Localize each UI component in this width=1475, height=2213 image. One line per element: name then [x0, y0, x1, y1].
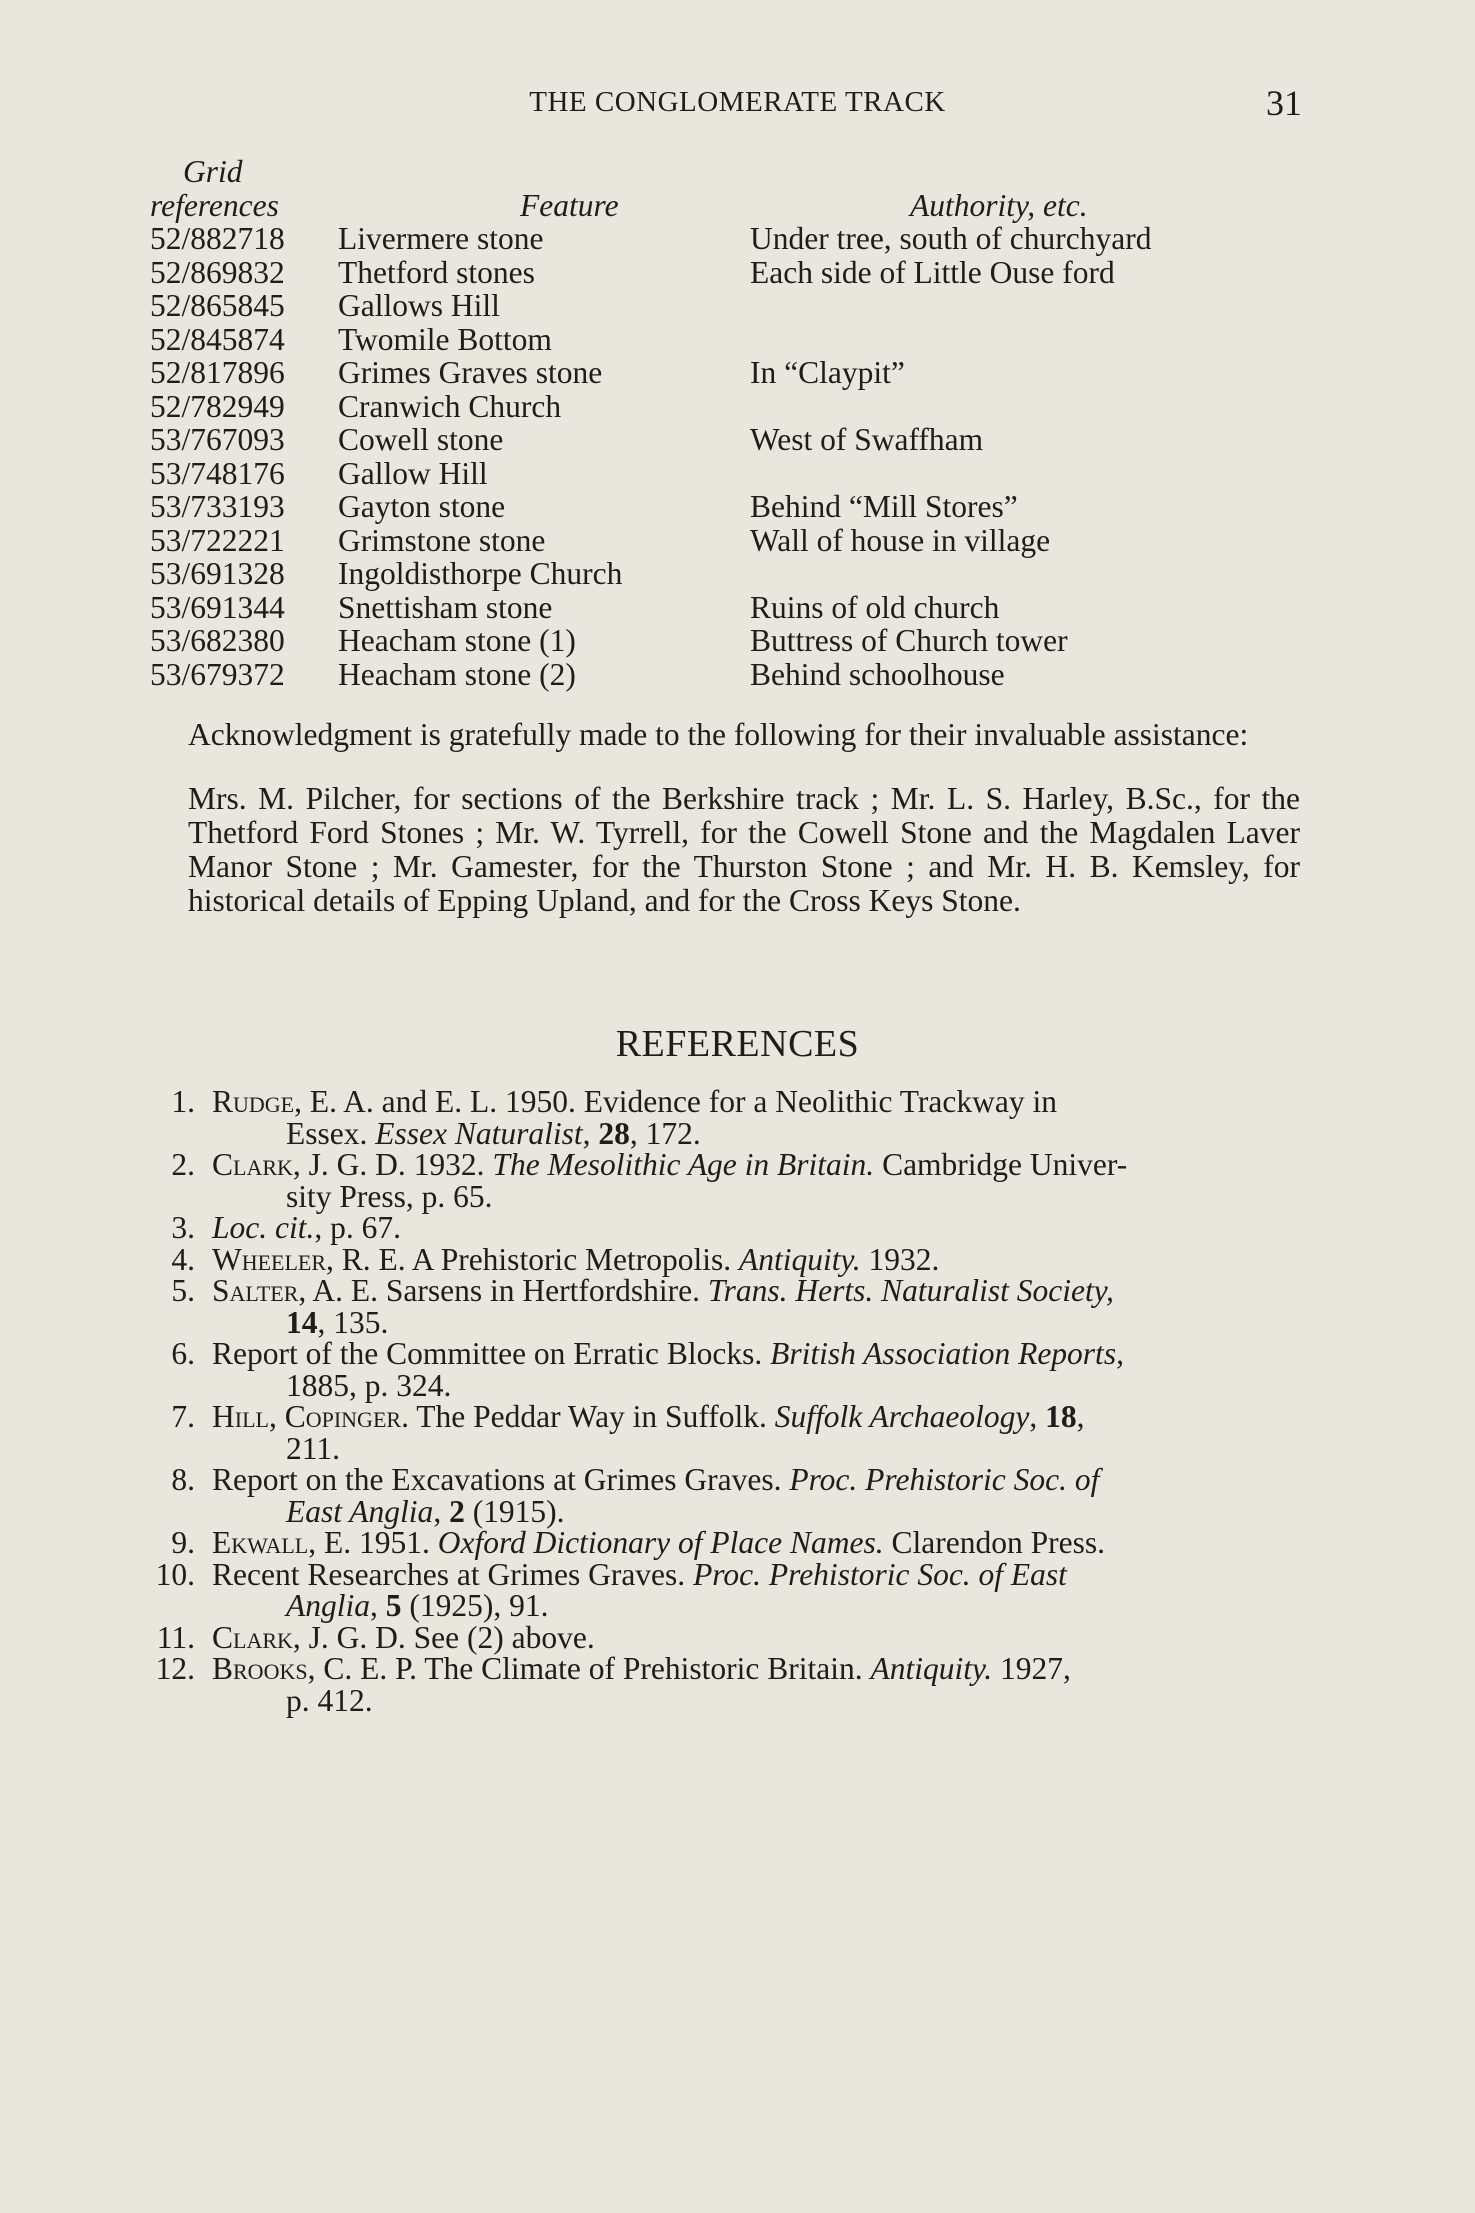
reference-item — [150, 1401, 1300, 1464]
ref-fragment: , E. 1951. — [308, 1525, 438, 1560]
ref-fragment: 1927, — [992, 1651, 1071, 1686]
ref-fragment: 28 — [598, 1115, 630, 1151]
reference-number: 9. — [171, 1525, 195, 1560]
table-header-row-1 — [150, 155, 1310, 189]
running-head — [0, 82, 1475, 122]
feature-cell: Cranwich Church — [338, 388, 562, 424]
ref-fragment: 2 — [449, 1493, 465, 1529]
header-grid: Grid — [183, 154, 243, 189]
reference-line — [212, 1338, 1300, 1370]
feature-cell: Ingoldisthorpe Church — [338, 556, 623, 591]
ref-fragment: , C. E. P. The Climate of Prehistoric Britain. — [307, 1651, 871, 1686]
ref-fragment: 5 — [385, 1588, 402, 1623]
reference-continuation — [212, 1590, 1300, 1622]
reference-number: 5. — [171, 1273, 195, 1308]
feature-cell: Gallows Hill — [338, 288, 500, 323]
ref-fragment: Ekwall — [212, 1525, 309, 1560]
ref-fragment: Loc. cit. — [212, 1210, 315, 1245]
grid-reference-cell: 53/691328 — [150, 556, 285, 591]
table-row — [150, 222, 1310, 256]
ref-fragment: Rudge — [212, 1084, 295, 1119]
grid-reference-cell: 52/869832 — [150, 254, 285, 290]
feature-cell: Heacham stone (1) — [338, 623, 576, 658]
grid-reference-cell: 52/865845 — [150, 288, 285, 323]
reference-item — [150, 1086, 1300, 1149]
grid-reference-cell: 53/691344 — [150, 589, 285, 625]
reference-item — [150, 1275, 1300, 1338]
references-heading: REFERENCES — [615, 1023, 860, 1065]
ref-fragment: Report of the Committee on Erratic Blocks. — [212, 1336, 771, 1371]
reference-number: 3. — [171, 1210, 195, 1245]
ref-fragment: , J. G. D. See (2) above. — [292, 1619, 595, 1655]
reference-number: 1. — [171, 1084, 195, 1119]
reference-continuation — [212, 1682, 1300, 1718]
ref-fragment: , A. E. Sarsens in Hertfordshire. — [298, 1273, 708, 1308]
ref-fragment: Essex Naturalist — [375, 1115, 583, 1151]
table-row — [150, 256, 1310, 290]
table-row — [150, 658, 1310, 692]
ref-fragment: Proc. Prehistoric Soc. of — [789, 1462, 1100, 1497]
reference-item — [150, 1212, 1300, 1244]
reference-line — [212, 1149, 1300, 1181]
ref-fragment: East Anglia — [286, 1493, 434, 1529]
table-row — [150, 524, 1310, 558]
reference-continuation — [212, 1493, 1300, 1529]
feature-cell: Twomile Bottom — [338, 321, 552, 357]
reference-continuation — [212, 1115, 1300, 1151]
authority-cell: Buttress of Church tower — [750, 623, 1068, 658]
ref-fragment: The Mesolithic Age in Britain. — [492, 1147, 875, 1182]
ref-fragment: , — [1029, 1399, 1046, 1434]
reference-continuation — [212, 1367, 1300, 1403]
table-row — [150, 289, 1310, 323]
ref-fragment: Brooks — [212, 1651, 308, 1686]
grid-reference-table — [150, 155, 1310, 691]
ref-fragment: 1885, p. 324. — [286, 1367, 452, 1403]
grid-reference-cell: 52/845874 — [150, 321, 285, 357]
ref-fragment: Wheeler — [212, 1241, 327, 1277]
feature-cell: Thetford stones — [338, 254, 535, 290]
feature-cell: Gallow Hill — [338, 455, 488, 491]
running-title: THE CONGLOMERATE TRACK — [529, 86, 946, 118]
reference-line — [212, 1241, 1300, 1277]
reference-number: 2. — [171, 1147, 195, 1182]
ref-fragment: , — [582, 1115, 599, 1151]
table-row — [150, 490, 1310, 524]
reference-item — [150, 1338, 1300, 1401]
feature-cell: Heacham stone (2) — [338, 656, 576, 692]
reference-line — [212, 1653, 1300, 1685]
ref-fragment: Antiquity. — [870, 1651, 993, 1686]
reference-item — [150, 1241, 1300, 1277]
reference-line — [212, 1527, 1300, 1559]
reference-item — [150, 1149, 1300, 1212]
reference-line — [212, 1401, 1300, 1433]
ref-fragment: Anglia — [286, 1588, 370, 1623]
ref-fragment: Antiquity. — [739, 1241, 861, 1277]
ref-fragment: , — [268, 1399, 285, 1434]
authority-cell: Behind “Mill Stores” — [750, 489, 1018, 524]
ref-fragment: (1925), 91. — [401, 1588, 549, 1623]
header-references: references — [150, 187, 279, 223]
page-number: 31 — [1266, 83, 1302, 123]
ref-fragment: , — [1076, 1399, 1085, 1434]
reference-number: 12. — [155, 1651, 195, 1686]
grid-reference-cell: 53/722221 — [150, 522, 285, 558]
ref-fragment: (1915). — [464, 1493, 565, 1529]
ref-fragment: , 135. — [317, 1304, 389, 1340]
authority-cell: Behind schoolhouse — [750, 656, 1005, 692]
header-authority: Authority, etc. — [910, 187, 1088, 223]
ref-fragment: Hill — [212, 1399, 269, 1434]
feature-cell: Livermere stone — [338, 221, 544, 256]
grid-reference-cell: 53/679372 — [150, 656, 285, 692]
reference-line — [212, 1086, 1300, 1118]
reference-number: 6. — [171, 1336, 195, 1371]
grid-reference-cell: 53/748176 — [150, 455, 285, 491]
ref-fragment: Salter — [212, 1273, 299, 1308]
reference-item — [150, 1464, 1300, 1527]
ref-fragment: , — [433, 1493, 450, 1529]
reference-item — [150, 1653, 1300, 1716]
ref-fragment: , E. A. and E. L. 1950. Evidence for a Neolithic Trackway in — [294, 1084, 1057, 1119]
reference-continuation — [212, 1430, 1300, 1466]
authority-cell: In “Claypit” — [750, 355, 905, 390]
table-row — [150, 356, 1310, 390]
reference-number: 10. — [155, 1556, 195, 1592]
ref-fragment: 14 — [286, 1304, 318, 1340]
table-row — [150, 457, 1310, 491]
feature-cell: Grimstone stone — [338, 522, 546, 558]
references-list — [150, 1086, 1300, 1716]
ref-fragment: p. 412. — [286, 1682, 373, 1718]
reference-line — [212, 1619, 1300, 1655]
ref-fragment: Proc. Prehistoric Soc. of East — [693, 1556, 1067, 1592]
ref-fragment: , — [370, 1588, 386, 1623]
reference-item — [150, 1619, 1300, 1655]
table-row — [150, 591, 1310, 625]
ref-fragment: , p. 67. — [314, 1210, 401, 1245]
grid-reference-cell: 52/882718 — [150, 221, 285, 256]
reference-number: 4. — [171, 1241, 195, 1277]
ref-fragment: , R. E. A Prehistoric Metropolis. — [326, 1241, 740, 1277]
ref-fragment: Essex. — [286, 1115, 376, 1151]
ref-fragment: . The Peddar Way in Suffolk. — [401, 1399, 775, 1434]
feature-cell: Cowell stone — [338, 422, 504, 457]
grid-reference-cell: 53/767093 — [150, 422, 285, 457]
table-row — [150, 624, 1310, 658]
table-row — [150, 323, 1310, 357]
ref-fragment: Clarendon Press. — [883, 1525, 1105, 1560]
authority-cell: Under tree, south of churchyard — [750, 221, 1152, 256]
feature-cell: Grimes Graves stone — [338, 355, 603, 390]
header-feature: Feature — [520, 187, 619, 223]
ref-fragment: , J. G. D. 1932. — [292, 1147, 493, 1182]
ref-fragment: Clark — [212, 1147, 293, 1182]
grid-reference-cell: 52/782949 — [150, 388, 285, 424]
ref-fragment: Copinger — [284, 1399, 402, 1434]
reference-number: 11. — [156, 1619, 195, 1655]
table-body — [150, 222, 1310, 691]
authority-cell: West of Swaffham — [750, 422, 984, 457]
acknowledgment-names: Mrs. M. Pilcher, for sections of the Berkshire track ; Mr. L. S. Harley, B.Sc., for the Thetford Ford Stones ; Mr. W. Tyrrell, for the Cowell Stone and the Magdalen Laver Manor Stone ; Mr. Gamester, for the Thurston Stone ; and Mr. H. B. Kemsley, for historical details of Epping Upland, and for the Cross Keys Stone. — [188, 781, 1300, 918]
ref-fragment: Recent Researches at Grimes Graves. — [212, 1556, 694, 1592]
feature-cell: Gayton stone — [338, 489, 506, 524]
reference-line — [212, 1212, 1300, 1244]
ref-fragment: sity Press, p. 65. — [286, 1178, 493, 1214]
authority-cell: Wall of house in village — [750, 522, 1051, 558]
table-row — [150, 423, 1310, 457]
acknowledgment-intro: Acknowledgment is gratefully made to the following for their invaluable assistance: — [188, 717, 1249, 752]
ref-fragment: , 172. — [629, 1115, 701, 1151]
reference-item — [150, 1556, 1300, 1623]
reference-line — [212, 1275, 1300, 1307]
ref-fragment: 1932. — [860, 1241, 940, 1277]
feature-cell: Snettisham stone — [338, 589, 553, 625]
reference-line — [212, 1556, 1300, 1592]
reference-item — [150, 1527, 1300, 1559]
ref-fragment: Cambridge Univer- — [874, 1147, 1128, 1182]
acknowledgment — [150, 718, 1300, 918]
grid-reference-cell: 53/682380 — [150, 623, 285, 658]
grid-reference-cell: 52/817896 — [150, 355, 285, 390]
reference-number: 8. — [171, 1462, 195, 1497]
reference-continuation — [212, 1178, 1300, 1214]
ref-fragment: Suffolk Archaeology — [774, 1399, 1030, 1434]
authority-cell: Ruins of old church — [750, 589, 1000, 625]
table-row — [150, 390, 1310, 424]
ref-fragment: 211. — [286, 1430, 340, 1466]
ref-fragment: 18 — [1045, 1399, 1077, 1434]
ref-fragment: British Association Reports, — [770, 1336, 1124, 1371]
ref-fragment: Trans. Herts. Naturalist Society, — [707, 1273, 1114, 1308]
table-header-row-2 — [150, 189, 1310, 223]
table-row — [150, 557, 1310, 591]
ref-fragment: Report on the Excavations at Grimes Graves. — [212, 1462, 790, 1497]
grid-reference-cell: 53/733193 — [150, 489, 285, 524]
authority-cell: Each side of Little Ouse ford — [750, 254, 1115, 290]
reference-line — [212, 1464, 1300, 1496]
ref-fragment: Clark — [212, 1619, 293, 1655]
ref-fragment: Oxford Dictionary of Place Names. — [437, 1525, 884, 1560]
reference-number: 7. — [171, 1399, 195, 1434]
reference-continuation — [212, 1304, 1300, 1340]
